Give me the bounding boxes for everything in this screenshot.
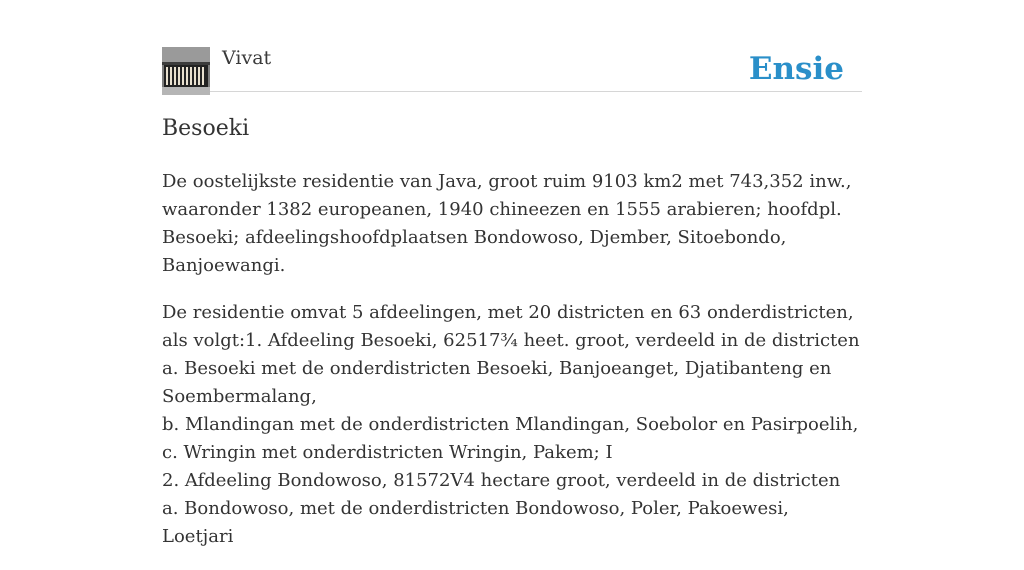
bookshelf-avatar-icon xyxy=(162,47,210,95)
article-title: Besoeki xyxy=(162,116,250,141)
article-paragraph: De oostelijkste residentie van Java, groot ruim 9103 km2 met 743,352 inw., waaronder 1382 europeanen, 1940 chineezen en 1555 arabieren; hoofdpl. Besoeki; afdeelingshoofdplaatsen Bondowoso, Djember, Sitoebondo, Banjoewangi. xyxy=(162,171,852,276)
article-body xyxy=(162,168,862,570)
site-logo[interactable]: Ensie xyxy=(748,51,844,87)
site-header xyxy=(162,45,862,92)
article-paragraph: De residentie omvat 5 afdeelingen, met 20 districten en 63 onderdistricten, als volgt:1. Afdeeling Besoeki, 62517¾ heet. groot, verdeeld in de districten a. Besoeki met de onderdistricten Besoeki, Banjoeanget, Djatibanteng en Soembermalang, b. Mlandingan met de onderdistricten Mlandingan, Soebolor en Pasirpoelih, c. Wringin met onderdistricten Wringin, Pakem; I 2. Afdeeling Bondowoso, 81572V4 hectare groot, verdeeld in de districten a. Bondowoso, met de onderdistricten Bondowoso, Poler, Pakoewesi, Loetjari xyxy=(162,302,860,547)
author-name[interactable]: Vivat xyxy=(222,47,272,69)
author-avatar[interactable] xyxy=(162,47,210,95)
